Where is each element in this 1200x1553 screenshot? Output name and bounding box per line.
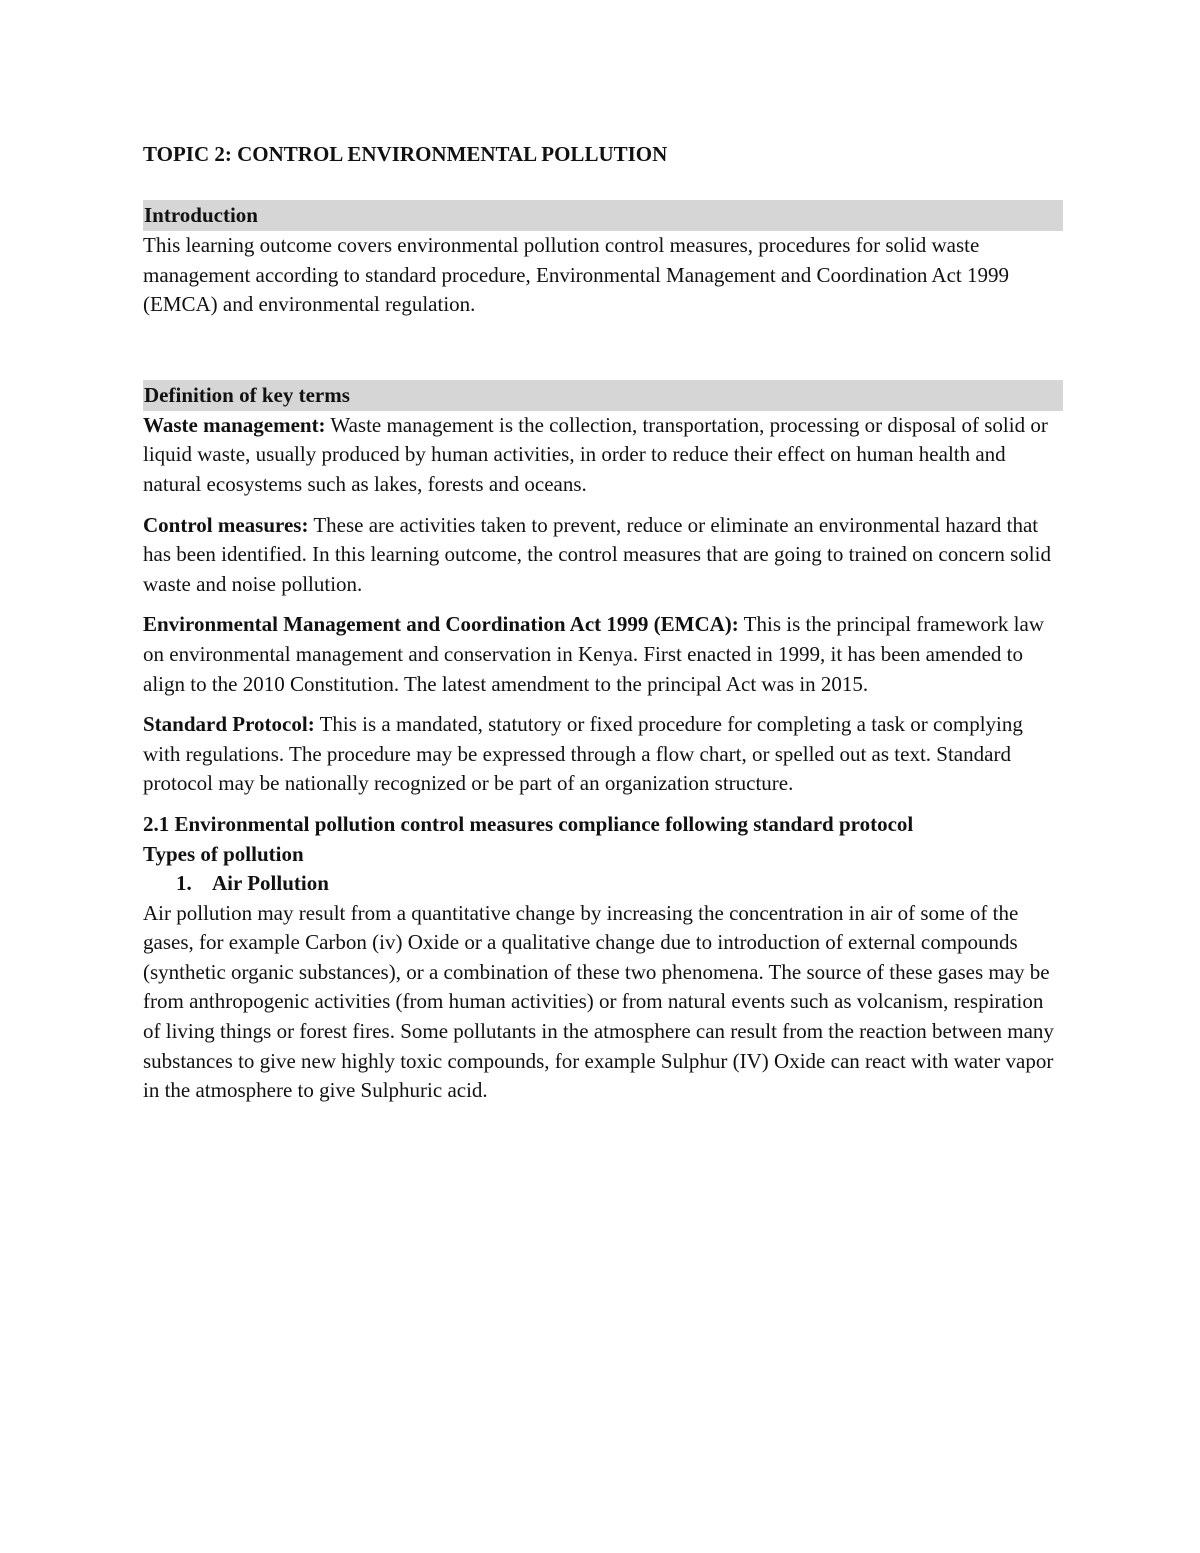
- document-page: [143, 138, 1063, 1106]
- types-of-pollution-heading: Types of pollution: [143, 841, 304, 866]
- term-definition: This is the principal framework law on environmental management and conservation in Kenya. First enacted in 1999, it has been amended to align to the 2010 Constitution. The latest amendment to the principal Act was in 2015.: [143, 612, 1044, 696]
- term-definition: This is a mandated, statutory or fixed procedure for completing a task or complying with regulations. The procedure may be expressed through a flow chart, or spelled out as text. Standard protocol may be nationally recognized or be part of an organization structure.: [143, 712, 1023, 796]
- section-2-1-heading: 2.1 Environmental pollution control measures compliance following standard protocol: [143, 811, 914, 836]
- document-title: TOPIC 2: CONTROL ENVIRONMENTAL POLLUTION: [143, 142, 668, 166]
- list-item-title: Air Pollution: [212, 871, 329, 896]
- term-label: Environmental Management and Coordination Act 1999 (EMCA):: [143, 612, 739, 637]
- term-standard-protocol: [143, 710, 1063, 799]
- introduction-text: This learning outcome covers environmental pollution control measures, procedures for solid waste management according to standard procedure, Environmental Management and Coordination Act 1999 (EMCA) and environmental regulation.: [143, 233, 1009, 317]
- term-waste-management: [143, 411, 1063, 500]
- list-number: 1.: [176, 871, 192, 896]
- term-definition: These are activities taken to prevent, reduce or eliminate an environmental hazard that has been identified. In this learning outcome, the control measures that are going to trained on concern solid waste and noise pollution.: [143, 512, 1051, 596]
- term-definition: Waste management is the collection, transportation, processing or disposal of solid or liquid waste, usually produced by human activities, in order to reduce their effect on human health and natural ecosystems such as lakes, forests and oceans.: [143, 412, 1048, 496]
- air-pollution-text: Air pollution may result from a quantitative change by increasing the concentration in air of some of the gases, for example Carbon (iv) Oxide or a qualitative change due to introduction of external compounds (synthetic organic substances), or a combination of these two phenomena. The source of these gases may be from anthropogenic activities (from human activities) or from natural events such as volcanism, respiration of living things or forest fires. Some pollutants in the atmosphere can result from the reaction between many substances to give new highly toxic compounds, for example Sulphur (IV) Oxide can react with water vapor in the atmosphere to give Sulphuric acid.: [143, 900, 1054, 1103]
- definitions-heading: Definition of key terms: [143, 380, 1063, 411]
- term-emca: [143, 610, 1063, 699]
- term-label: Control measures:: [143, 512, 309, 537]
- term-control-measures: [143, 511, 1063, 600]
- introduction-heading: Introduction: [143, 200, 1063, 231]
- list-item-air-pollution: [143, 869, 1063, 899]
- spacer: [143, 320, 1063, 380]
- term-label: Waste management:: [143, 412, 326, 437]
- term-label: Standard Protocol:: [143, 712, 315, 737]
